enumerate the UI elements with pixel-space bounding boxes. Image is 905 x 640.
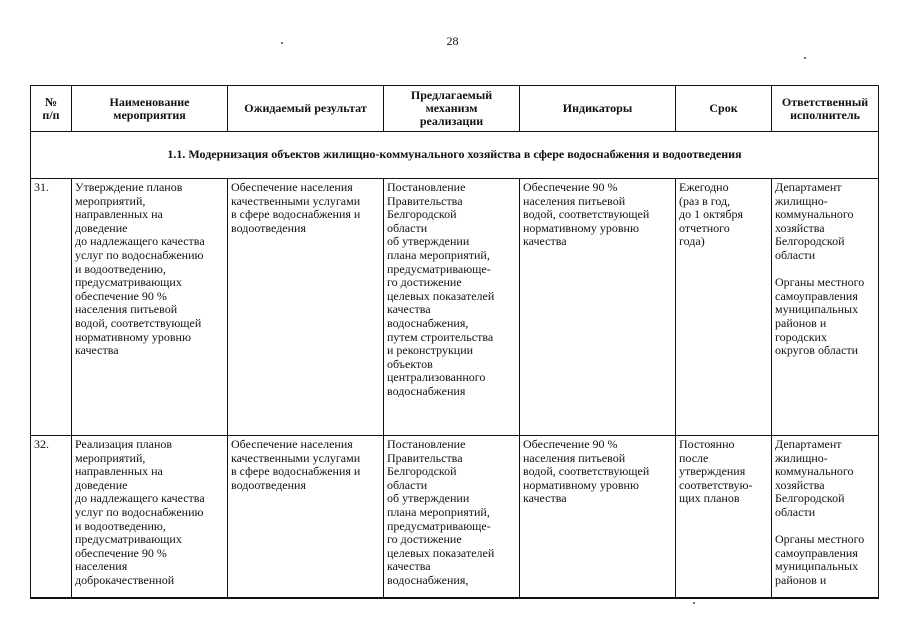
cell-result: Обеспечение населения качественными услугами в сфере водоснабжения и водоотведения	[228, 179, 384, 436]
cell-number: 31.	[31, 179, 72, 436]
cell-name: Утверждение планов мероприятий, направленных на доведение до надлежащего качества услуг по водоснабжению и водоотведению, предусматривающих обеспечение 90 % населения питьевой водой, соответствующей нормативному уровню качества	[72, 179, 228, 436]
header-result: Ожидаемый результат	[228, 86, 384, 132]
header-indicators: Индикаторы	[520, 86, 676, 132]
scan-speck	[804, 57, 806, 59]
scan-speck	[693, 602, 695, 604]
cell-indicators: Обеспечение 90 % населения питьевой водой, соответствующей нормативному уровню качества	[520, 179, 676, 436]
table-bottom-rule	[30, 597, 879, 598]
header-term: Срок	[676, 86, 772, 132]
cell-mechanism: Постановление Правительства Белгородской области об утверждении плана мероприятий, предусматривающе- го достижение целевых показателей качества водоснабжения, путем строительства и реконструкции объектов централизованного водоснабжения	[384, 179, 520, 436]
scan-speck	[281, 42, 283, 44]
section-heading-row	[31, 132, 879, 179]
header-mechanism: Предлагаемый механизм реализации	[384, 86, 520, 132]
table-header-row	[31, 86, 879, 132]
table-row	[31, 436, 879, 599]
header-responsible: Ответственный исполнитель	[772, 86, 879, 132]
table-row	[31, 179, 879, 436]
section-title: 1.1. Модернизация объектов жилищно-коммунального хозяйства в сфере водоснабжения и водоотведения	[31, 132, 879, 179]
cell-name: Реализация планов мероприятий, направленных на доведение до надлежащего качества услуг по водоснабжению и водоотведению, предусматривающих обеспечение 90 % населения доброкачественной	[72, 436, 228, 599]
cell-term: Постоянно после утверждения соответствую- щих планов	[676, 436, 772, 599]
page-number: 28	[446, 34, 459, 48]
cell-mechanism: Постановление Правительства Белгородской области об утверждении плана мероприятий, предусматривающе- го достижение целевых показателей качества водоснабжения,	[384, 436, 520, 599]
cell-responsible: Департамент жилищно- коммунального хозяйства Белгородской области Органы местного самоуправления муниципальных районов и	[772, 436, 879, 599]
cell-result: Обеспечение населения качественными услугами в сфере водоснабжения и водоотведения	[228, 436, 384, 599]
header-number: № п/п	[31, 86, 72, 132]
cell-indicators: Обеспечение 90 % населения питьевой водой, соответствующей нормативному уровню качества	[520, 436, 676, 599]
cell-number: 32.	[31, 436, 72, 599]
header-name: Наименование мероприятия	[72, 86, 228, 132]
cell-term: Ежегодно (раз в год, до 1 октября отчетного года)	[676, 179, 772, 436]
measures-table	[30, 85, 879, 599]
cell-responsible: Департамент жилищно- коммунального хозяйства Белгородской области Органы местного самоуправления муниципальных районов и городских округов области	[772, 179, 879, 436]
